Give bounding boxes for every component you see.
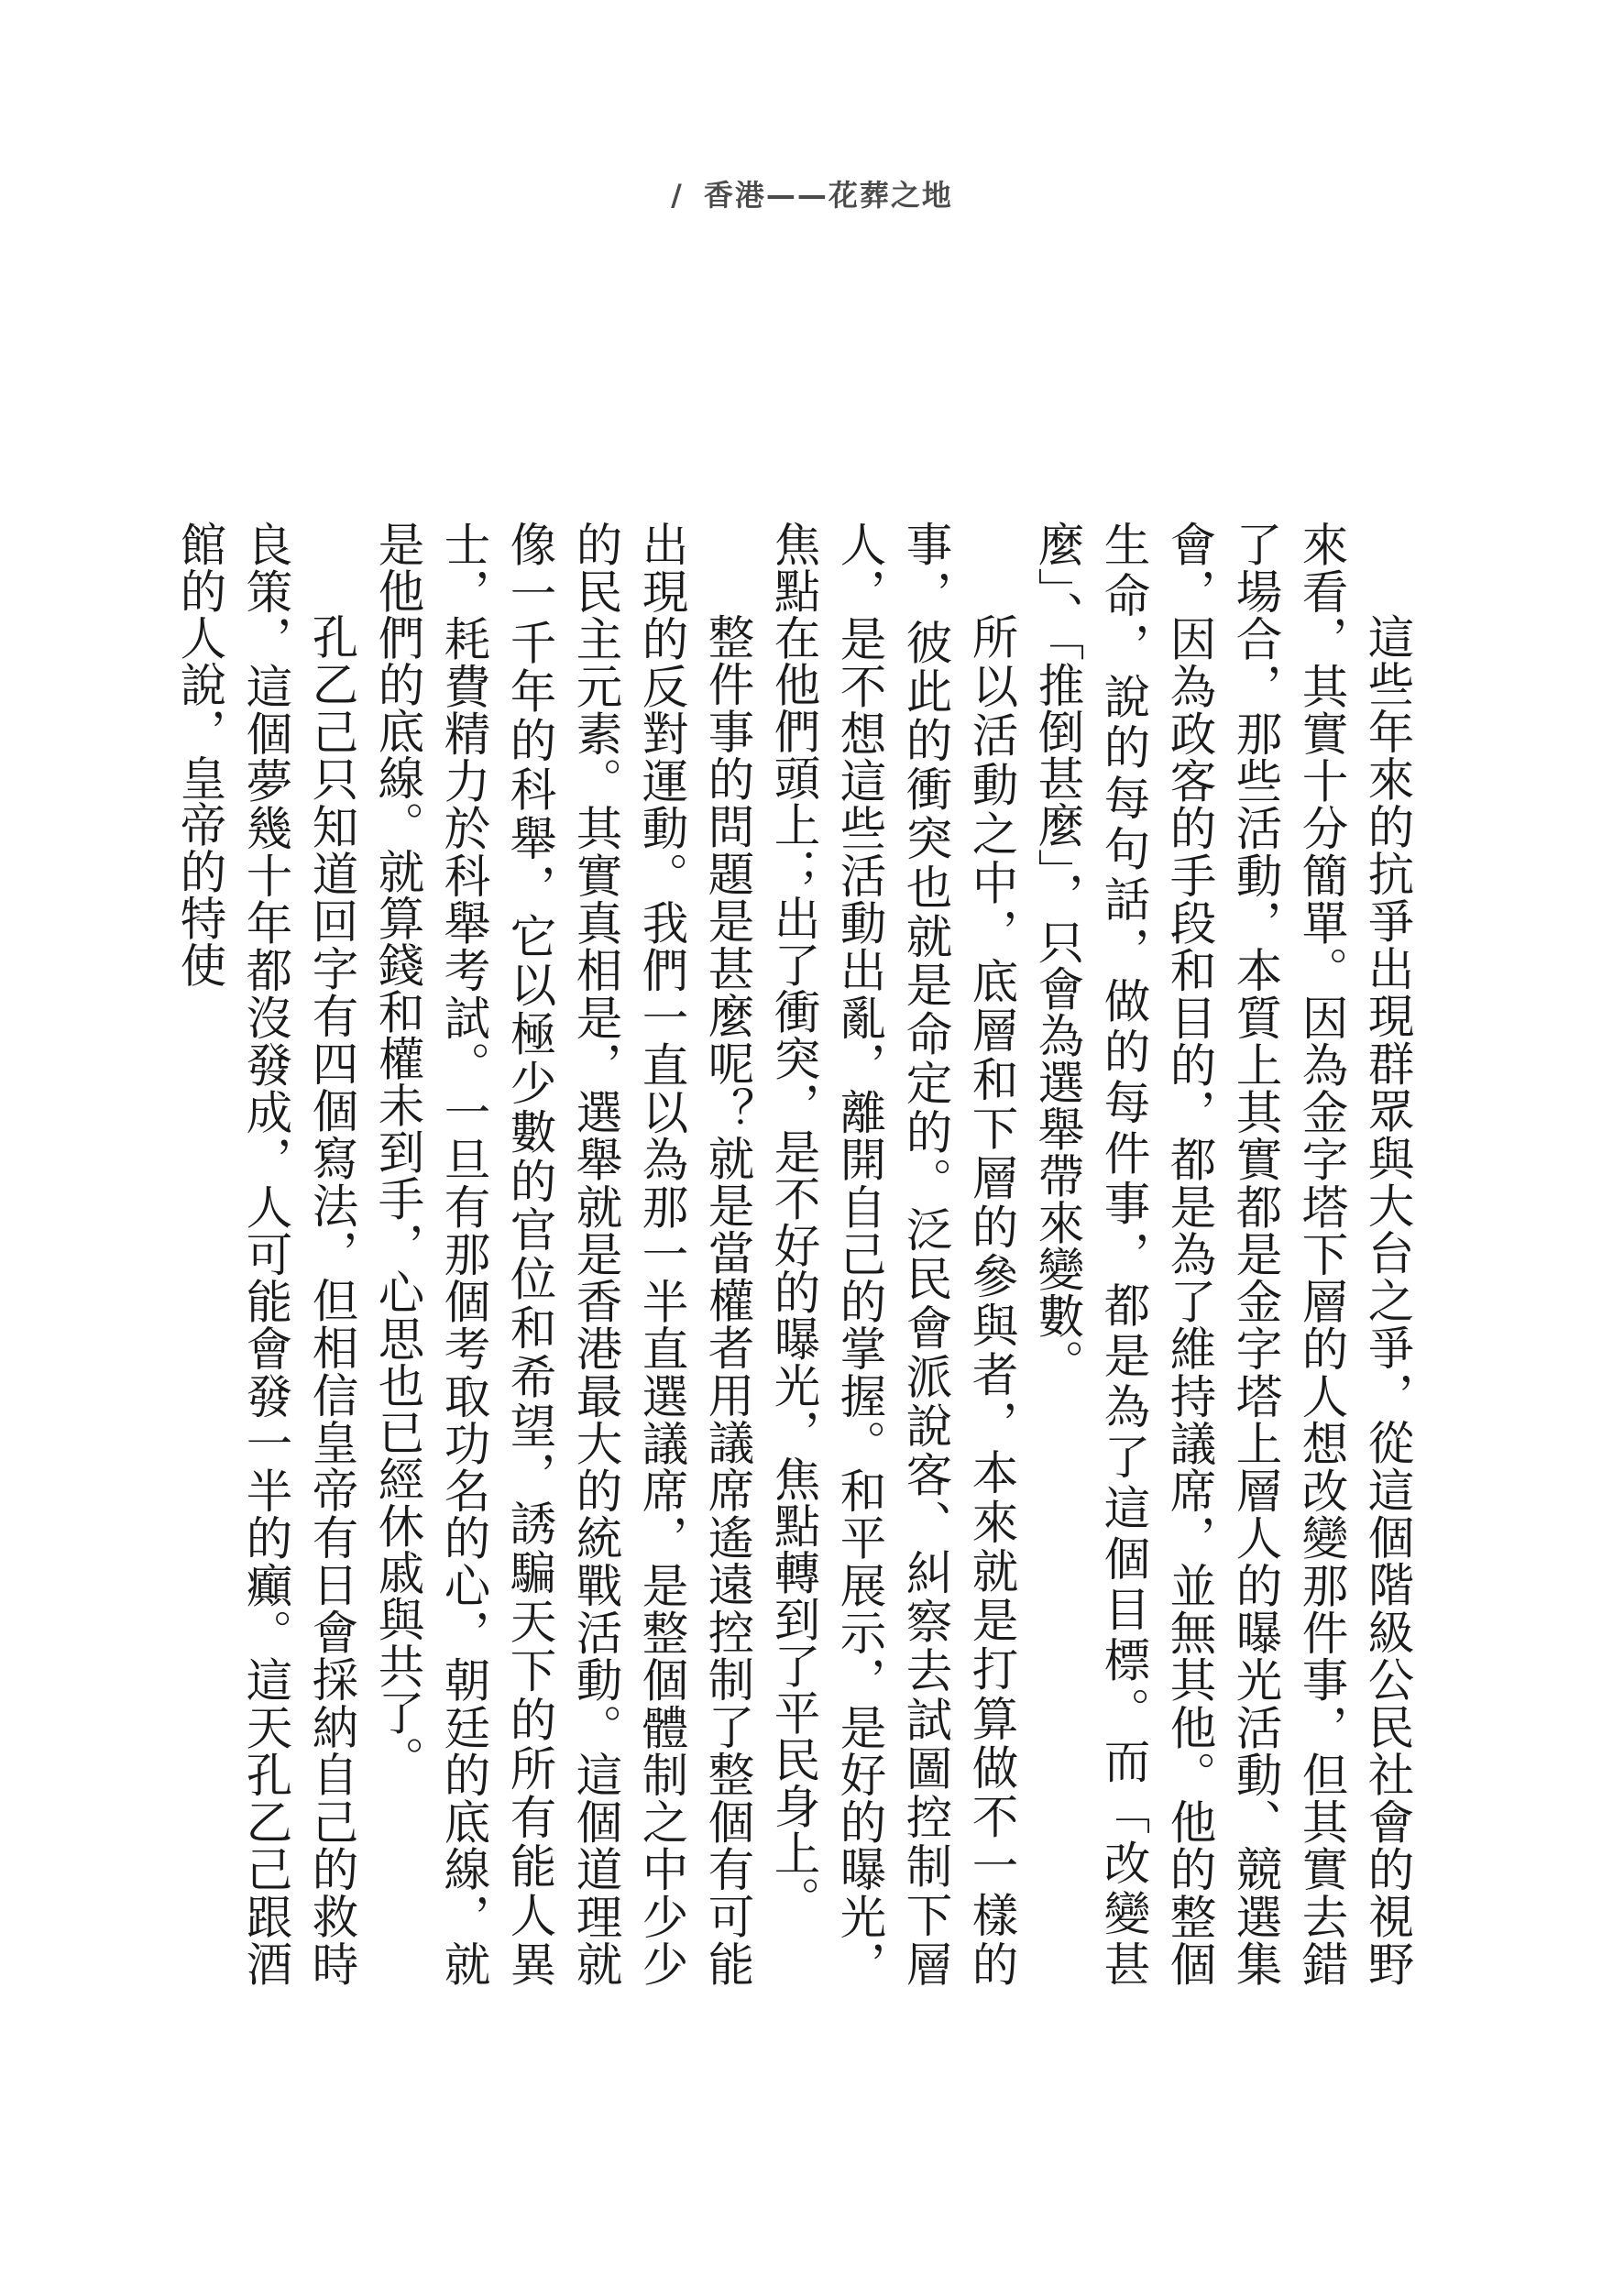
header-separator: / (671, 178, 684, 213)
vertical-body-text (137, 521, 1421, 1987)
chapter-title: 香港——花葬之地 (703, 178, 953, 213)
paragraph: 所以活動之中，底層和下層的參與者，本來就是打算做不一樣的事，彼此的衝突也就是命定的。泛民會派說客、糾察去試圖控制下層人，是不想這些活動出亂，離開自己的掌握。和平展示，是好的曝光，焦點在他們頭上；出了衝突，是不好的曝光，焦點轉到了平民身上。 (767, 521, 1019, 1987)
paragraph: 這些年來的抗爭出現群眾與大台之爭，從這個階級公民社會的視野來看，其實十分簡單。因為金字塔下層的人想改變那件事，但其實去錯了場合，那些活動，本質上其實都是金字塔上層人的曝光活動、競選集會，因為政客的手段和目的，都是為了維持議席，並無其他。他的整個生命，說的每句話，做的每件事，都是為了這個目標。而「改變甚麼」、「推倒甚麼」，只會為選舉帶來變數。 (1031, 521, 1415, 1987)
paragraph: 孔乙己只知道回字有四個寫法，但相信皇帝有日會採納自己的救時良策，這個夢幾十年都沒發成，人可能會發一半的癲。這天孔乙己跟酒館的人說，皇帝的特使 (173, 521, 359, 1987)
running-header (0, 172, 1624, 214)
paragraph: 整件事的問題是甚麼呢？就是當權者用議席遙遠控制了整個有可能出現的反對運動。我們一直以為那一半直選議席，是整個體制之中少少的民主元素。其實真相是，選舉就是香港最大的統戰活動。這個道理就像一千年的科舉，它以極少數的官位和希望，誘騙天下的所有能人異士，耗費精力於科舉考試。一旦有那個考取功名的心，朝廷的底線，就是他們的底線。就算錢和權未到手，心思也已經休戚與共了。 (371, 521, 755, 1987)
